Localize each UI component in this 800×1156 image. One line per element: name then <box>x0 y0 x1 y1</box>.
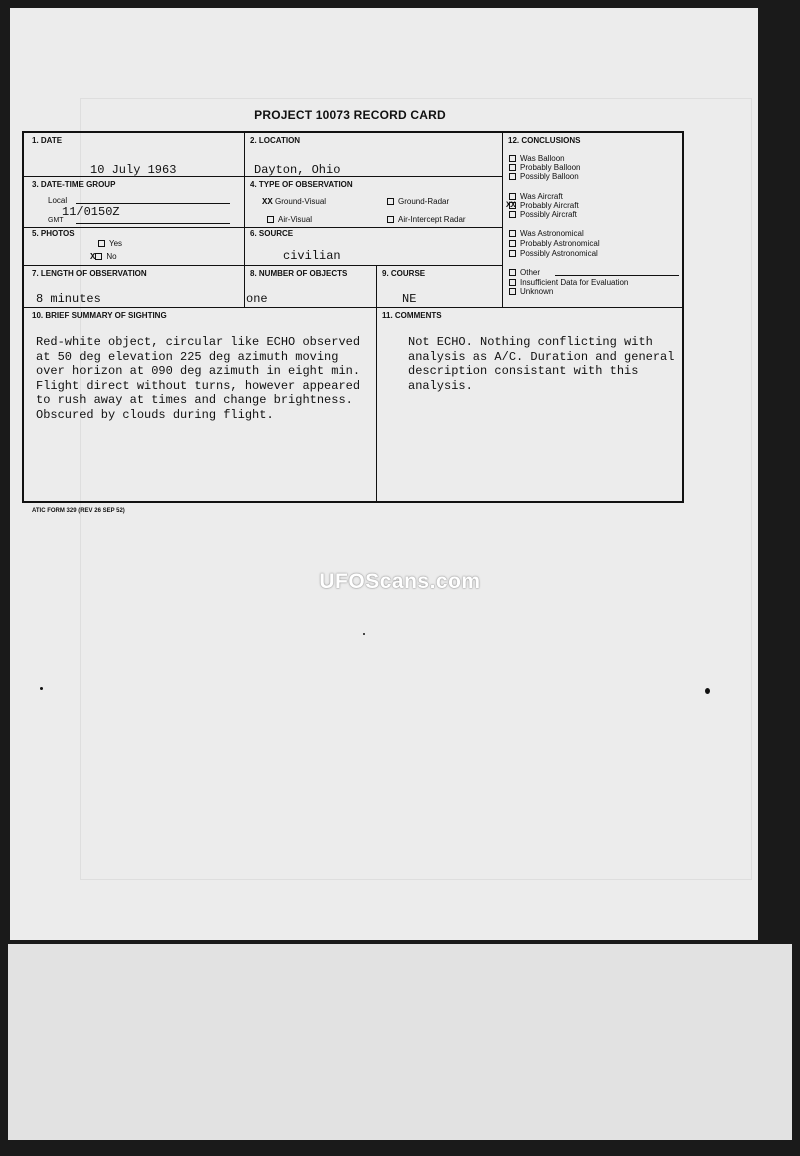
conclusions-label: 12. CONCLUSIONS <box>508 136 581 145</box>
conclusion-unknown: Unknown <box>509 287 553 296</box>
divider <box>23 307 683 308</box>
checkbox-icon <box>509 250 516 257</box>
photos-label: 5. PHOTOS <box>32 229 75 238</box>
form-number: ATIC FORM 329 (REV 26 SEP 52) <box>32 508 125 514</box>
checkbox-icon <box>509 211 516 218</box>
conclusion-insufficient-data: Insufficient Data for Evaluation <box>509 278 628 287</box>
date-value: 10 July 1963 <box>90 163 177 177</box>
dtg-label: 3. DATE-TIME GROUP <box>32 180 116 189</box>
divider <box>23 265 502 266</box>
checkbox-icon <box>267 216 274 223</box>
checkbox-icon <box>509 193 516 200</box>
course-value: NE <box>402 292 417 306</box>
card-title: PROJECT 10073 RECORD CARD <box>254 108 446 122</box>
checked-mark: X <box>90 252 96 262</box>
conclusion-probably-astronomical: Probably Astronomical <box>509 239 600 248</box>
conclusion-was-balloon: Was Balloon <box>509 154 565 163</box>
summary-text: Red-white object, circular like ECHO observed at 50 deg elevation 225 deg azimuth moving over horizon at 090 deg azimuth in eight min. Flight direct without turns, however appeared to rush away at times and change brightness. Obscured by clouds during flight. <box>36 335 361 422</box>
checkbox-icon <box>387 216 394 223</box>
length-value: 8 minutes <box>36 292 101 306</box>
divider <box>376 265 377 502</box>
checkbox-icon <box>509 269 516 276</box>
photos-yes-option: Yes <box>98 239 122 248</box>
probably-aircraft-checked-mark: XX <box>506 201 516 210</box>
watermark: UFOScans.com <box>319 570 481 593</box>
conclusion-possibly-astronomical: Possibly Astronomical <box>509 249 598 258</box>
source-value: civilian <box>283 249 341 263</box>
ground-radar-option: Ground-Radar <box>387 197 449 206</box>
underline <box>555 275 679 276</box>
location-value: Dayton, Ohio <box>254 163 341 177</box>
observation-type-label: 4. TYPE OF OBSERVATION <box>250 180 353 189</box>
underline <box>76 223 230 224</box>
conclusion-probably-aircraft: Probably Aircraft <box>509 201 579 210</box>
comments-label: 11. COMMENTS <box>382 311 442 320</box>
conclusion-possibly-balloon: Possibly Balloon <box>509 172 579 181</box>
conclusion-was-astronomical: Was Astronomical <box>509 229 584 238</box>
summary-label: 10. BRIEF SUMMARY OF SIGHTING <box>32 311 167 320</box>
length-label: 7. LENGTH OF OBSERVATION <box>32 269 147 278</box>
dtg-gmt-label: GMT <box>48 217 64 224</box>
conclusion-other: Other <box>509 268 540 277</box>
checkbox-icon <box>387 198 394 205</box>
checked-mark: XX <box>262 197 273 207</box>
date-label: 1. DATE <box>32 136 63 145</box>
underlying-page <box>8 944 792 1140</box>
location-label: 2. LOCATION <box>250 136 301 145</box>
comments-text: Not ECHO. Nothing conflicting with analysis as A/C. Duration and general description consistant with this analysis. <box>408 335 675 393</box>
objects-value: one <box>246 292 268 306</box>
air-visual-option: Air-Visual <box>267 215 312 224</box>
divider <box>502 132 503 307</box>
checkbox-icon <box>509 288 516 295</box>
divider <box>23 227 502 228</box>
dtg-local-label: Local <box>48 196 68 205</box>
conclusion-possibly-aircraft: Possibly Aircraft <box>509 210 577 219</box>
conclusion-was-aircraft: Was Aircraft <box>509 192 563 201</box>
source-label: 6. SOURCE <box>250 229 294 238</box>
underline <box>76 203 230 204</box>
objects-label: 8. NUMBER OF OBJECTS <box>250 269 348 278</box>
checkbox-icon <box>509 155 516 162</box>
air-intercept-radar-option: Air-Intercept Radar <box>387 215 466 224</box>
ink-speck <box>705 688 710 694</box>
checkbox-icon <box>509 164 516 171</box>
checkbox-icon <box>509 230 516 237</box>
photos-no-option: X No <box>90 252 117 262</box>
course-label: 9. COURSE <box>382 269 426 278</box>
checkbox-icon <box>509 173 516 180</box>
conclusion-probably-balloon: Probably Balloon <box>509 163 580 172</box>
dtg-value: 11/0150Z <box>62 205 120 219</box>
checkbox-icon <box>95 253 102 260</box>
divider <box>244 132 245 307</box>
checkbox-icon <box>98 240 105 247</box>
ground-visual-option: XX Ground-Visual <box>262 197 327 207</box>
ink-speck <box>363 633 365 635</box>
checkbox-icon <box>509 240 516 247</box>
ink-speck <box>40 687 43 690</box>
checkbox-icon <box>509 279 516 286</box>
